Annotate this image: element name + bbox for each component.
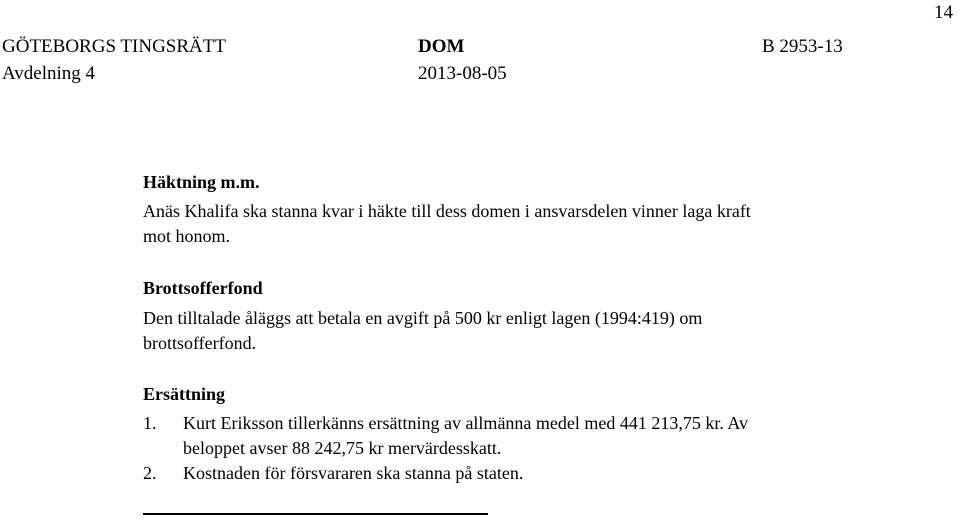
list-item-text-line-1: Kostnaden för försvararen ska stanna på staten. bbox=[183, 463, 524, 483]
list-item bbox=[143, 411, 943, 459]
page-number: 14 bbox=[934, 2, 953, 23]
signature-rule bbox=[143, 513, 488, 515]
list-item-number: 1. bbox=[143, 413, 157, 433]
list-item bbox=[143, 461, 943, 485]
list-item-number: 2. bbox=[143, 463, 157, 483]
detention-text-line-2: mot honom. bbox=[143, 226, 231, 246]
detention-text-line-1: Anäs Khalifa ska stanna kvar i häkte till dess domen i ansvarsdelen vinner laga kraft bbox=[143, 201, 751, 221]
court-name: GÖTEBORGS TINGSRÄTT bbox=[2, 36, 226, 57]
section-heading-compensation: Ersättning bbox=[143, 384, 226, 404]
case-number: B 2953-13 bbox=[762, 36, 843, 57]
victim-fund-text-line-2: brottsofferfond. bbox=[143, 333, 257, 353]
division-name: Avdelning 4 bbox=[2, 63, 96, 84]
section-heading-victim-fund: Brottsofferfond bbox=[143, 278, 263, 298]
victim-fund-text-line-1: Den tilltalade åläggs att betala en avgift på 500 kr enligt lagen (1994:419) om bbox=[143, 308, 703, 328]
list-item-text-line-2: beloppet avser 88 242,75 kr mervärdesskatt. bbox=[183, 438, 502, 458]
document-date: 2013-08-05 bbox=[418, 63, 507, 84]
section-heading-detention: Häktning m.m. bbox=[143, 172, 260, 192]
list-item-text-line-1: Kurt Eriksson tillerkänns ersättning av allmänna medel med 441 213,75 kr. Av bbox=[183, 413, 749, 433]
document-type: DOM bbox=[418, 36, 465, 57]
